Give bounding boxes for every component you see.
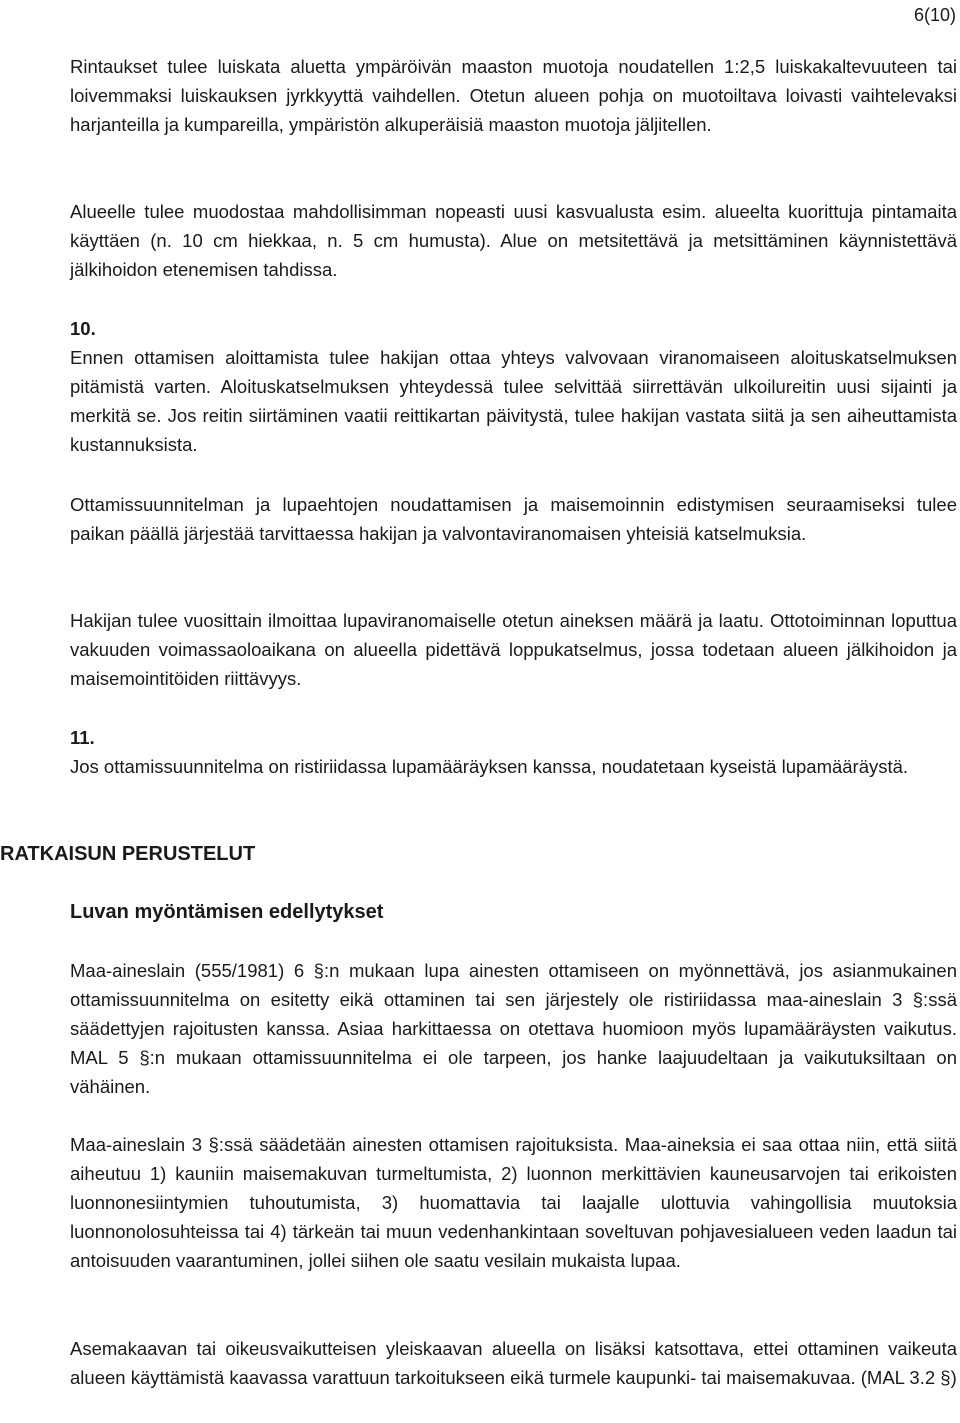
paragraph-joint-inspections: Ottamissuunnitelman ja lupaehtojen noudattamisen ja maisemoinnin edistymisen seuraamiseksi tulee paikan päällä järjestää tarvittaessa hakijan ja valvontaviranomaisen yhteisiä katselmuksia. [70, 494, 957, 544]
paragraph-start-inspection: Ennen ottamisen aloittamista tulee hakijan ottaa yhteys valvovaan viranomaiseen aloituskatselmuksen pitämistä varten. Aloituskatselmuksen yhteydessä tulee selvittää siirrettävän ulkoilureitin uusi sijainti ja merkitä se. Jos reitin siirtäminen vaatii reittikartan päivitystä, tulee hakijan vastata siitä ja sen aiheuttamista kustannuksista. [70, 347, 957, 455]
item-number-11: 11. [70, 727, 95, 748]
paragraph-zoning-plan: Asemakaavan tai oikeusvaikutteisen yleiskaavan alueella on lisäksi katsottava, ettei ottaminen vaikeuta alueen käyttämistä kaavassa varattuun tarkoitukseen eikä turmele kaupunki- tai maisemakuvaa. (MAL 3.2 §) [70, 1338, 957, 1388]
paragraph-extraction-restrictions: Maa-aineslain 3 §:ssä säädetään ainesten ottamisen rajoituksista. Maa-aineksia ei saa ottaa niin, että siitä aiheutuu 1) kauniin maisemakuvan turmeltumista, 2) luonnon merkittävien kauneusarvojen tai erikoisten luonnonesiintymien tuhoutumista, 3) huomattavia tai laajalle ulottuvia vahingollisia muutoksia luonnonolosuhteissa tai 4) tärkeän tai muun vedenhankintaan soveltuvan pohjavesialueen veden laadun tai antoisuuden vaarantuminen, jollei siihen ole saatu vesilain mukaista lupaa. [70, 1134, 957, 1271]
paragraph-vegetation-layer: Alueelle tulee muodostaa mahdollisimman nopeasti uusi kasvualusta esim. alueelta kuorittuja pintamaita käyttäen (n. 10 cm hiekkaa, n. 5 cm humusta). Alue on metsitettävä ja metsittäminen käynnistettävä jälkihoidon etenemisen tahdissa. [70, 201, 957, 280]
section-heading: RATKAISUN PERUSTELUT [0, 843, 256, 865]
sub-heading: Luvan myöntämisen edellytykset [70, 901, 384, 923]
paragraph-annual-report: Hakijan tulee vuosittain ilmoittaa lupaviranomaiselle otetun aineksen määrä ja laatu. Ottotoiminnan loputtua vakuuden voimassaoloaikana on alueella pidettävä loppukatselmus, jossa todetaan alueen jälkihoidon ja maisemointitöiden riittävyys. [70, 610, 957, 689]
paragraph-slope-shaping: Rintaukset tulee luiskata aluetta ympäröivän maaston muotoja noudatellen 1:2,5 luiskakaltevuuteen tai loivemmaksi luiskauksen jyrkkyyttä vaihdellen. Otetun alueen pohja on muotoiltava loivasti vaihtelevaksi harjanteilla ja kumpareilla, ympäristön alkuperäisiä maaston muotoja jäljitellen. [70, 56, 957, 135]
paragraph-permit-conditions: Maa-aineslain (555/1981) 6 §:n mukaan lupa ainesten ottamiseen on myönnettävä, jos asianmukainen ottamissuunnitelma on esitetty eikä ottaminen tai sen järjestely ole ristiriidassa maa-aineslain 3 §:ssä säädettyjen rajoitusten kanssa. Asiaa harkittaessa on otettava huomioon myös lupamääräysten vaikutus. MAL 5 §:n mukaan ottamissuunnitelma ei ole tarpeen, jos hanke laajuudeltaan ja vaikutuksiltaan on vähäinen. [70, 960, 957, 1097]
paragraph-plan-conflict: Jos ottamissuunnitelma on ristiriidassa lupamääräyksen kanssa, noudatetaan kyseistä lupamääräystä. [70, 756, 909, 777]
item-number-10: 10. [70, 318, 96, 339]
page-number: 6(10) [913, 5, 956, 25]
